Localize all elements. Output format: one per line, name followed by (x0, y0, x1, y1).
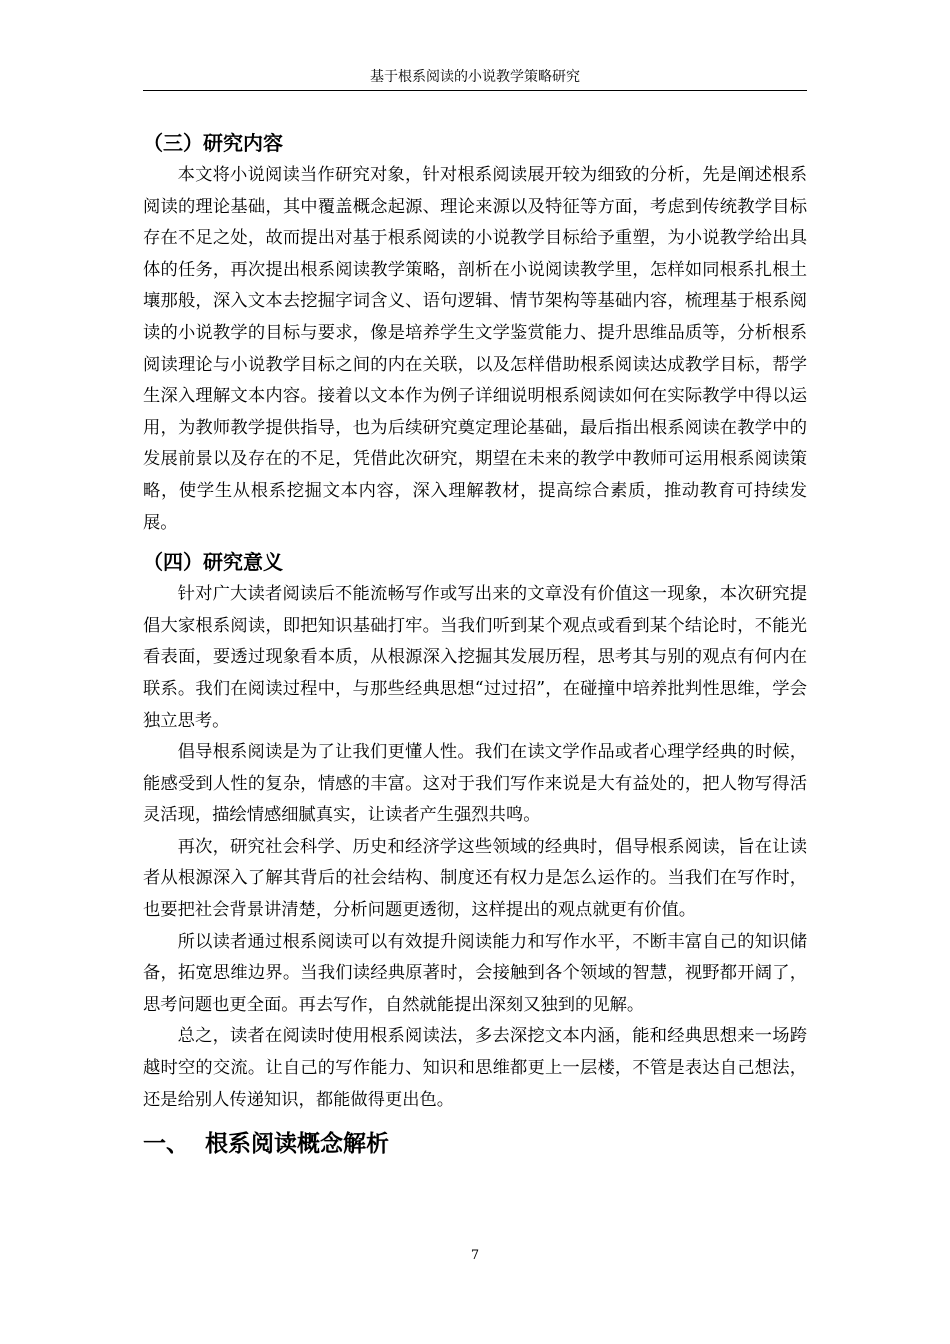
body-paragraph: 本文将小说阅读当作研究对象，针对根系阅读展开较为细致的分析，先是阐述根系阅读的理论基础，其中覆盖概念起源、理论来源以及特征等方面，考虑到传统教学目标存在不足之处，故而提出对基于根系阅读的小说教学目标给予重塑，为小说教学给出具体的任务，再次提出根系阅读教学策略，剖析在小说阅读教学里，怎样如同根系扎根土壤那般，深入文本去挖掘字词含义、语句逻辑、情节架构等基础内容，梳理基于根系阅读的小说教学的目标与要求，像是培养学生文学鉴赏能力、提升思维品质等，分析根系阅读理论与小说教学目标之间的内在关联，以及怎样借助根系阅读达成教学目标，帮学生深入理解文本内容。接着以文本作为例子详细说明根系阅读如何在实际教学中得以运用，为教师教学提供指导，也为后续研究奠定理论基础，最后指出根系阅读在教学中的发展前景以及存在的不足，凭借此次研究，期望在未来的教学中教师可运用根系阅读策略，使学生从根系挖掘文本内容，深入理解教材，提高综合素质，推动教育可持续发展。 (143, 165, 807, 533)
section-heading-research-significance: （四）研究意义 (143, 550, 283, 575)
section-heading-research-content: （三）研究内容 (143, 131, 283, 155)
body-paragraph: 针对广大读者阅读后不能流畅写作或写出来的文章没有价值这一现象，本次研究提倡大家根系阅读，即把知识基础打牢。当我们听到某个观点或看到某个结论时，不能光看表面，要透过现象看本质，从根源深入挖掘其发展历程，思考其与别的观点有何内在联系。我们在阅读过程中，与那些经典思想“过过招”，在碰撞中培养批判性思维，学会独立思考。 (143, 584, 807, 731)
page-number: 7 (470, 1248, 480, 1263)
page-body (143, 126, 807, 1164)
body-paragraph: 总之，读者在阅读时使用根系阅读法，多去深挖文本内涵，能和经典思想来一场跨越时空的交流。让自己的写作能力、知识和思维都更上一层楼，不管是表达自己想法，还是给别人传递知识，都能做得更出色。 (143, 1026, 807, 1110)
running-header: 基于根系阅读的小说教学策略研究 (370, 69, 580, 85)
body-paragraph: 所以读者通过根系阅读可以有效提升阅读能力和写作水平，不断丰富自己的知识储备，拓宽思维边界。当我们读经典原著时，会接触到各个领域的智慧，视野都开阔了，思考问题也更全面。再去写作，自然就能提出深刻又独到的见解。 (143, 931, 807, 1015)
body-paragraph: 倡导根系阅读是为了让我们更懂人性。我们在读文学作品或者心理学经典的时候，能感受到人性的复杂，情感的丰富。这对于我们写作来说是大有益处的，把人物写得活灵活现，描绘情感细腻真实，让读者产生强烈共鸣。 (143, 742, 807, 826)
header-divider (143, 90, 807, 91)
body-paragraph: 再次，研究社会科学、历史和经济学这些领域的经典时，倡导根系阅读，旨在让读者从根源深入了解其背后的社会结构、制度还有权力是怎么运作的。当我们在写作时，也要把社会背景讲清楚，分析问题更透彻，这样提出的观点就更有价值。 (143, 836, 807, 921)
chapter-heading: 一、 根系阅读概念解析 (143, 1131, 390, 1158)
